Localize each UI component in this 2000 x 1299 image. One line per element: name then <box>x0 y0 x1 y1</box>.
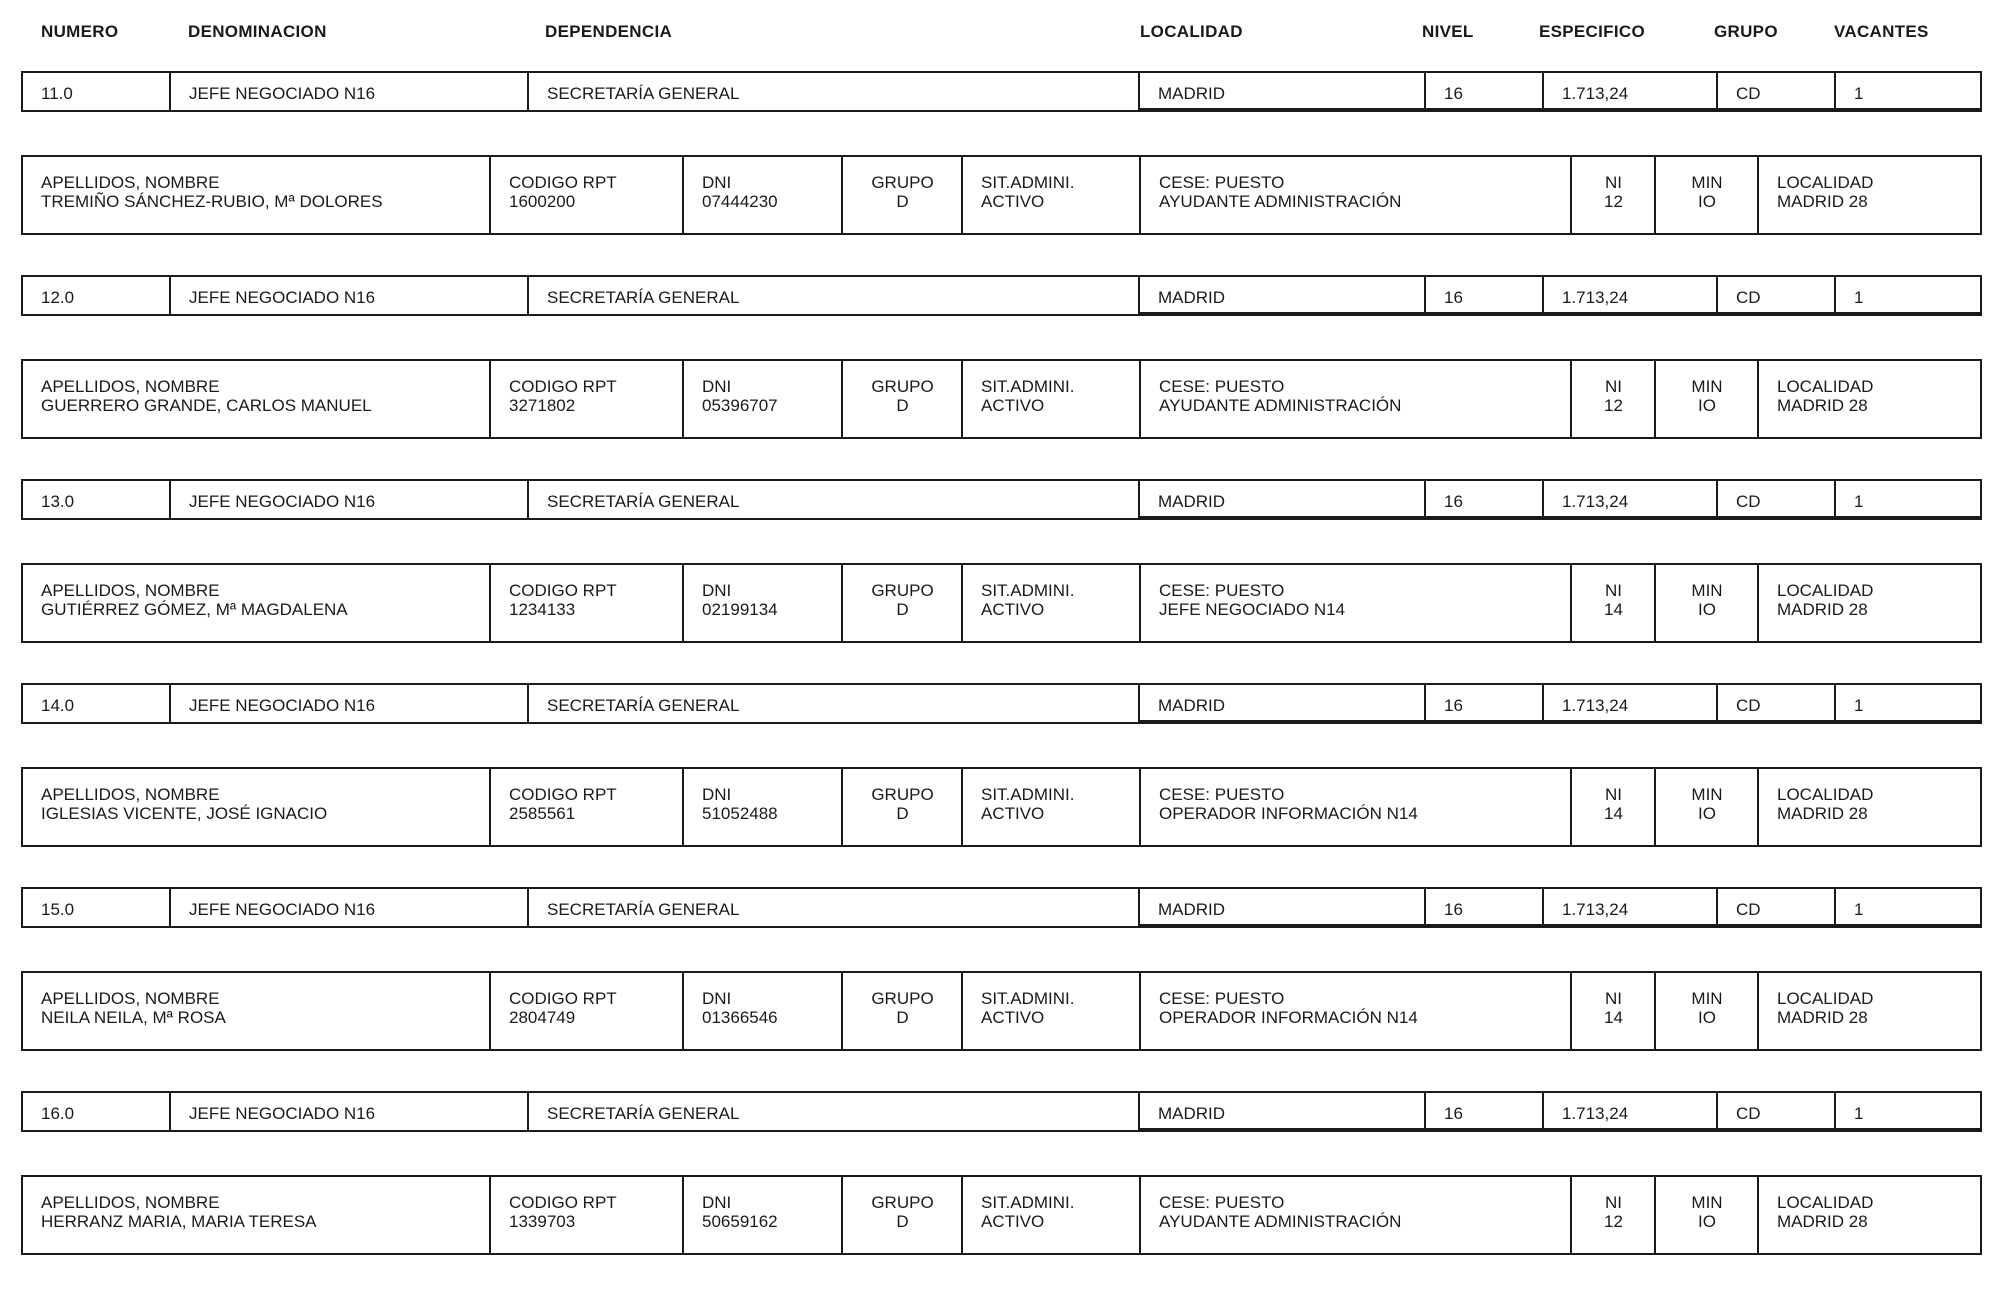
cell-grupo-persona <box>841 767 962 847</box>
cell-apellidos-nombre-value: HERRANZ MARIA, MARIA TERESA <box>41 1212 317 1231</box>
cell-cese-puesto-label: CESE: PUESTO <box>1159 1193 1285 1212</box>
cell-dependencia: SECRETARÍA GENERAL <box>527 71 1139 112</box>
cell-sit-admin <box>961 563 1140 643</box>
cell-apellidos-nombre <box>21 359 490 439</box>
cell-localidad-persona-label: LOCALIDAD <box>1777 989 1874 1008</box>
cell-codigo-rpt-label: CODIGO RPT <box>509 581 617 600</box>
cell-ni-label: NI <box>1605 173 1622 192</box>
cell-sit-admin <box>961 155 1140 235</box>
cell-apellidos-nombre-value: GUERRERO GRANDE, CARLOS MANUEL <box>41 396 372 415</box>
post-row <box>21 887 1982 928</box>
cell-grupo-persona-label: GRUPO <box>871 1193 934 1212</box>
cell-sit-admin-value: ACTIVO <box>981 192 1045 211</box>
cell-dni-label: DNI <box>702 1193 732 1212</box>
cell-min-value: IO <box>1698 396 1716 415</box>
cell-grupo-persona <box>841 971 962 1051</box>
cell-min-value: IO <box>1698 600 1716 619</box>
cell-min-value: IO <box>1698 1008 1716 1027</box>
cell-localidad: MADRID <box>1138 887 1425 928</box>
cell-sit-admin <box>961 971 1140 1051</box>
cell-min <box>1654 155 1758 235</box>
cell-especifico: 1.713,24 <box>1542 683 1717 724</box>
header-numero: NUMERO <box>41 22 119 41</box>
cell-denominacion: JEFE NEGOCIADO N16 <box>169 1091 528 1132</box>
cell-grupo-persona <box>841 359 962 439</box>
cell-min <box>1654 1175 1758 1255</box>
cell-cese-puesto-label: CESE: PUESTO <box>1159 989 1285 1008</box>
cell-apellidos-nombre-label: APELLIDOS, NOMBRE <box>41 173 220 192</box>
cell-grupo-persona-value: D <box>896 600 909 619</box>
post-row <box>21 479 1982 520</box>
cell-localidad-persona-label: LOCALIDAD <box>1777 173 1874 192</box>
cell-nivel: 16 <box>1424 887 1543 928</box>
cell-vacantes: 1 <box>1834 275 1982 316</box>
cell-sit-admin <box>961 767 1140 847</box>
cell-ni-value: 14 <box>1604 1008 1623 1027</box>
cell-grupo-persona-value: D <box>896 804 909 823</box>
cell-min-label: MIN <box>1691 785 1723 804</box>
cell-sit-admin-value: ACTIVO <box>981 600 1045 619</box>
cell-localidad-persona-value: MADRID 28 <box>1777 396 1868 415</box>
cell-dni-label: DNI <box>702 581 732 600</box>
cell-localidad: MADRID <box>1138 479 1425 520</box>
cell-grupo: CD <box>1716 887 1835 928</box>
cell-grupo-persona-value: D <box>896 192 909 211</box>
header-vacantes: VACANTES <box>1834 22 1929 41</box>
cell-grupo: CD <box>1716 1091 1835 1132</box>
cell-codigo-rpt <box>489 1175 683 1255</box>
cell-localidad-persona-value: MADRID 28 <box>1777 600 1868 619</box>
cell-sit-admin-value: ACTIVO <box>981 1212 1045 1231</box>
cell-cese-puesto <box>1139 563 1571 643</box>
cell-cese-puesto <box>1139 155 1571 235</box>
person-row <box>21 767 1982 847</box>
cell-cese-puesto-label: CESE: PUESTO <box>1159 377 1285 396</box>
cell-apellidos-nombre <box>21 563 490 643</box>
header-dependencia: DEPENDENCIA <box>545 22 673 41</box>
cell-sit-admin <box>961 359 1140 439</box>
person-row <box>21 1175 1982 1255</box>
cell-apellidos-nombre-value: GUTIÉRREZ GÓMEZ, Mª MAGDALENA <box>41 600 348 619</box>
cell-localidad-persona-label: LOCALIDAD <box>1777 581 1874 600</box>
cell-ni-label: NI <box>1605 377 1622 396</box>
header-localidad: LOCALIDAD <box>1140 22 1243 41</box>
cell-denominacion: JEFE NEGOCIADO N16 <box>169 71 528 112</box>
cell-especifico: 1.713,24 <box>1542 887 1717 928</box>
cell-grupo-persona <box>841 563 962 643</box>
cell-cese-puesto-value: AYUDANTE ADMINISTRACIÓN <box>1159 192 1402 211</box>
cell-dni-label: DNI <box>702 989 732 1008</box>
cell-apellidos-nombre-label: APELLIDOS, NOMBRE <box>41 1193 220 1212</box>
cell-sit-admin-label: SIT.ADMINI. <box>981 989 1075 1008</box>
cell-codigo-rpt <box>489 359 683 439</box>
cell-localidad: MADRID <box>1138 1091 1425 1132</box>
cell-sit-admin-label: SIT.ADMINI. <box>981 173 1075 192</box>
cell-ni <box>1570 1175 1655 1255</box>
cell-codigo-rpt-label: CODIGO RPT <box>509 785 617 804</box>
cell-ni-label: NI <box>1605 785 1622 804</box>
cell-ni-value: 12 <box>1604 1212 1623 1231</box>
cell-grupo-persona-value: D <box>896 1008 909 1027</box>
cell-min-label: MIN <box>1691 377 1723 396</box>
cell-apellidos-nombre-label: APELLIDOS, NOMBRE <box>41 785 220 804</box>
column-header <box>0 22 2000 46</box>
cell-codigo-rpt-value: 2804749 <box>509 1008 576 1027</box>
cell-ni <box>1570 155 1655 235</box>
cell-localidad: MADRID <box>1138 683 1425 724</box>
cell-vacantes: 1 <box>1834 479 1982 520</box>
post-row <box>21 71 1982 112</box>
cell-sit-admin-label: SIT.ADMINI. <box>981 377 1075 396</box>
header-denominacion: DENOMINACION <box>188 22 327 41</box>
cell-min-label: MIN <box>1691 989 1723 1008</box>
cell-especifico: 1.713,24 <box>1542 275 1717 316</box>
cell-dni-label: DNI <box>702 173 732 192</box>
post-row <box>21 275 1982 316</box>
cell-ni <box>1570 767 1655 847</box>
cell-cese-puesto-value: OPERADOR INFORMACIÓN N14 <box>1159 1008 1418 1027</box>
cell-dni-value: 01366546 <box>702 1008 778 1027</box>
cell-localidad-persona-label: LOCALIDAD <box>1777 785 1874 804</box>
cell-cese-puesto <box>1139 359 1571 439</box>
cell-grupo-persona-value: D <box>896 1212 909 1231</box>
cell-sit-admin-value: ACTIVO <box>981 396 1045 415</box>
cell-especifico: 1.713,24 <box>1542 71 1717 112</box>
cell-apellidos-nombre-value: IGLESIAS VICENTE, JOSÉ IGNACIO <box>41 804 328 823</box>
cell-sit-admin-label: SIT.ADMINI. <box>981 785 1075 804</box>
cell-codigo-rpt-label: CODIGO RPT <box>509 1193 617 1212</box>
cell-grupo-persona <box>841 155 962 235</box>
cell-apellidos-nombre <box>21 767 490 847</box>
cell-codigo-rpt-value: 1600200 <box>509 192 576 211</box>
cell-min-value: IO <box>1698 192 1716 211</box>
cell-apellidos-nombre-label: APELLIDOS, NOMBRE <box>41 581 220 600</box>
cell-ni <box>1570 971 1655 1051</box>
cell-numero: 11.0 <box>21 71 170 112</box>
cell-numero: 12.0 <box>21 275 170 316</box>
cell-grupo-persona <box>841 1175 962 1255</box>
cell-localidad-persona-value: MADRID 28 <box>1777 1212 1868 1231</box>
person-row <box>21 563 1982 643</box>
cell-ni-label: NI <box>1605 989 1622 1008</box>
cell-apellidos-nombre <box>21 971 490 1051</box>
cell-localidad-persona <box>1757 767 1982 847</box>
cell-localidad-persona-value: MADRID 28 <box>1777 192 1868 211</box>
cell-dni-value: 51052488 <box>702 804 778 823</box>
cell-dependencia: SECRETARÍA GENERAL <box>527 275 1139 316</box>
cell-dni-value: 07444230 <box>702 192 778 211</box>
cell-nivel: 16 <box>1424 275 1543 316</box>
cell-localidad: MADRID <box>1138 71 1425 112</box>
cell-cese-puesto-label: CESE: PUESTO <box>1159 581 1285 600</box>
cell-dni-label: DNI <box>702 377 732 396</box>
cell-ni-label: NI <box>1605 1193 1622 1212</box>
person-row <box>21 971 1982 1051</box>
cell-sit-admin-value: ACTIVO <box>981 804 1045 823</box>
cell-numero: 16.0 <box>21 1091 170 1132</box>
cell-min-label: MIN <box>1691 1193 1723 1212</box>
header-grupo: GRUPO <box>1714 22 1778 41</box>
cell-denominacion: JEFE NEGOCIADO N16 <box>169 275 528 316</box>
cell-ni-value: 14 <box>1604 804 1623 823</box>
cell-codigo-rpt-value: 3271802 <box>509 396 576 415</box>
cell-codigo-rpt <box>489 767 683 847</box>
cell-dni <box>682 563 842 643</box>
cell-sit-admin-label: SIT.ADMINI. <box>981 581 1075 600</box>
cell-codigo-rpt-value: 1234133 <box>509 600 576 619</box>
cell-min <box>1654 971 1758 1051</box>
cell-grupo-persona-label: GRUPO <box>871 581 934 600</box>
cell-dni <box>682 1175 842 1255</box>
cell-codigo-rpt <box>489 971 683 1051</box>
cell-dependencia: SECRETARÍA GENERAL <box>527 1091 1139 1132</box>
cell-ni <box>1570 359 1655 439</box>
cell-ni-value: 12 <box>1604 192 1623 211</box>
cell-apellidos-nombre <box>21 155 490 235</box>
header-especifico: ESPECIFICO <box>1539 22 1645 41</box>
cell-localidad-persona-value: MADRID 28 <box>1777 804 1868 823</box>
person-row <box>21 359 1982 439</box>
cell-sit-admin <box>961 1175 1140 1255</box>
cell-sit-admin-label: SIT.ADMINI. <box>981 1193 1075 1212</box>
post-row <box>21 1091 1982 1132</box>
cell-grupo-persona-label: GRUPO <box>871 377 934 396</box>
cell-grupo-persona-label: GRUPO <box>871 989 934 1008</box>
person-row <box>21 155 1982 235</box>
cell-vacantes: 1 <box>1834 887 1982 928</box>
cell-apellidos-nombre-value: TREMIÑO SÁNCHEZ-RUBIO, Mª DOLORES <box>41 192 383 211</box>
cell-cese-puesto-value: AYUDANTE ADMINISTRACIÓN <box>1159 1212 1402 1231</box>
cell-cese-puesto-label: CESE: PUESTO <box>1159 785 1285 804</box>
cell-ni-value: 12 <box>1604 396 1623 415</box>
cell-grupo: CD <box>1716 479 1835 520</box>
cell-cese-puesto-label: CESE: PUESTO <box>1159 173 1285 192</box>
cell-cese-puesto <box>1139 767 1571 847</box>
cell-codigo-rpt-label: CODIGO RPT <box>509 377 617 396</box>
cell-dni-value: 50659162 <box>702 1212 778 1231</box>
cell-nivel: 16 <box>1424 1091 1543 1132</box>
post-row <box>21 683 1982 724</box>
cell-dependencia: SECRETARÍA GENERAL <box>527 683 1139 724</box>
cell-min <box>1654 359 1758 439</box>
cell-grupo: CD <box>1716 71 1835 112</box>
cell-localidad-persona <box>1757 359 1982 439</box>
cell-nivel: 16 <box>1424 71 1543 112</box>
cell-min <box>1654 767 1758 847</box>
cell-codigo-rpt-value: 1339703 <box>509 1212 576 1231</box>
cell-cese-puesto-value: AYUDANTE ADMINISTRACIÓN <box>1159 396 1402 415</box>
cell-ni <box>1570 563 1655 643</box>
cell-dni <box>682 359 842 439</box>
cell-codigo-rpt <box>489 563 683 643</box>
cell-codigo-rpt-label: CODIGO RPT <box>509 989 617 1008</box>
cell-codigo-rpt-label: CODIGO RPT <box>509 173 617 192</box>
cell-localidad-persona-label: LOCALIDAD <box>1777 377 1874 396</box>
cell-numero: 13.0 <box>21 479 170 520</box>
cell-cese-puesto <box>1139 971 1571 1051</box>
cell-apellidos-nombre-value: NEILA NEILA, Mª ROSA <box>41 1008 226 1027</box>
cell-min-label: MIN <box>1691 173 1723 192</box>
cell-denominacion: JEFE NEGOCIADO N16 <box>169 887 528 928</box>
cell-codigo-rpt <box>489 155 683 235</box>
cell-localidad-persona-value: MADRID 28 <box>1777 1008 1868 1027</box>
cell-grupo: CD <box>1716 683 1835 724</box>
cell-numero: 15.0 <box>21 887 170 928</box>
cell-dni <box>682 155 842 235</box>
cell-dni-label: DNI <box>702 785 732 804</box>
cell-cese-puesto-value: JEFE NEGOCIADO N14 <box>1159 600 1346 619</box>
cell-dni-value: 02199134 <box>702 600 778 619</box>
cell-sit-admin-value: ACTIVO <box>981 1008 1045 1027</box>
cell-localidad-persona <box>1757 155 1982 235</box>
cell-min-value: IO <box>1698 1212 1716 1231</box>
cell-dni <box>682 767 842 847</box>
cell-vacantes: 1 <box>1834 71 1982 112</box>
cell-grupo-persona-label: GRUPO <box>871 785 934 804</box>
cell-ni-value: 14 <box>1604 600 1623 619</box>
cell-especifico: 1.713,24 <box>1542 1091 1717 1132</box>
cell-denominacion: JEFE NEGOCIADO N16 <box>169 683 528 724</box>
cell-localidad: MADRID <box>1138 275 1425 316</box>
cell-localidad-persona-label: LOCALIDAD <box>1777 1193 1874 1212</box>
cell-grupo-persona-label: GRUPO <box>871 173 934 192</box>
cell-min-value: IO <box>1698 804 1716 823</box>
cell-min-label: MIN <box>1691 581 1723 600</box>
cell-nivel: 16 <box>1424 683 1543 724</box>
cell-dni <box>682 971 842 1051</box>
cell-cese-puesto <box>1139 1175 1571 1255</box>
cell-vacantes: 1 <box>1834 1091 1982 1132</box>
cell-dni-value: 05396707 <box>702 396 778 415</box>
cell-vacantes: 1 <box>1834 683 1982 724</box>
cell-localidad-persona <box>1757 563 1982 643</box>
cell-numero: 14.0 <box>21 683 170 724</box>
cell-grupo-persona-value: D <box>896 396 909 415</box>
cell-ni-label: NI <box>1605 581 1622 600</box>
cell-codigo-rpt-value: 2585561 <box>509 804 576 823</box>
cell-localidad-persona <box>1757 1175 1982 1255</box>
cell-nivel: 16 <box>1424 479 1543 520</box>
cell-apellidos-nombre-label: APELLIDOS, NOMBRE <box>41 989 220 1008</box>
cell-apellidos-nombre <box>21 1175 490 1255</box>
cell-localidad-persona <box>1757 971 1982 1051</box>
cell-denominacion: JEFE NEGOCIADO N16 <box>169 479 528 520</box>
cell-apellidos-nombre-label: APELLIDOS, NOMBRE <box>41 377 220 396</box>
cell-dependencia: SECRETARÍA GENERAL <box>527 479 1139 520</box>
cell-cese-puesto-value: OPERADOR INFORMACIÓN N14 <box>1159 804 1418 823</box>
cell-grupo: CD <box>1716 275 1835 316</box>
cell-min <box>1654 563 1758 643</box>
header-nivel: NIVEL <box>1422 22 1474 41</box>
cell-dependencia: SECRETARÍA GENERAL <box>527 887 1139 928</box>
cell-especifico: 1.713,24 <box>1542 479 1717 520</box>
